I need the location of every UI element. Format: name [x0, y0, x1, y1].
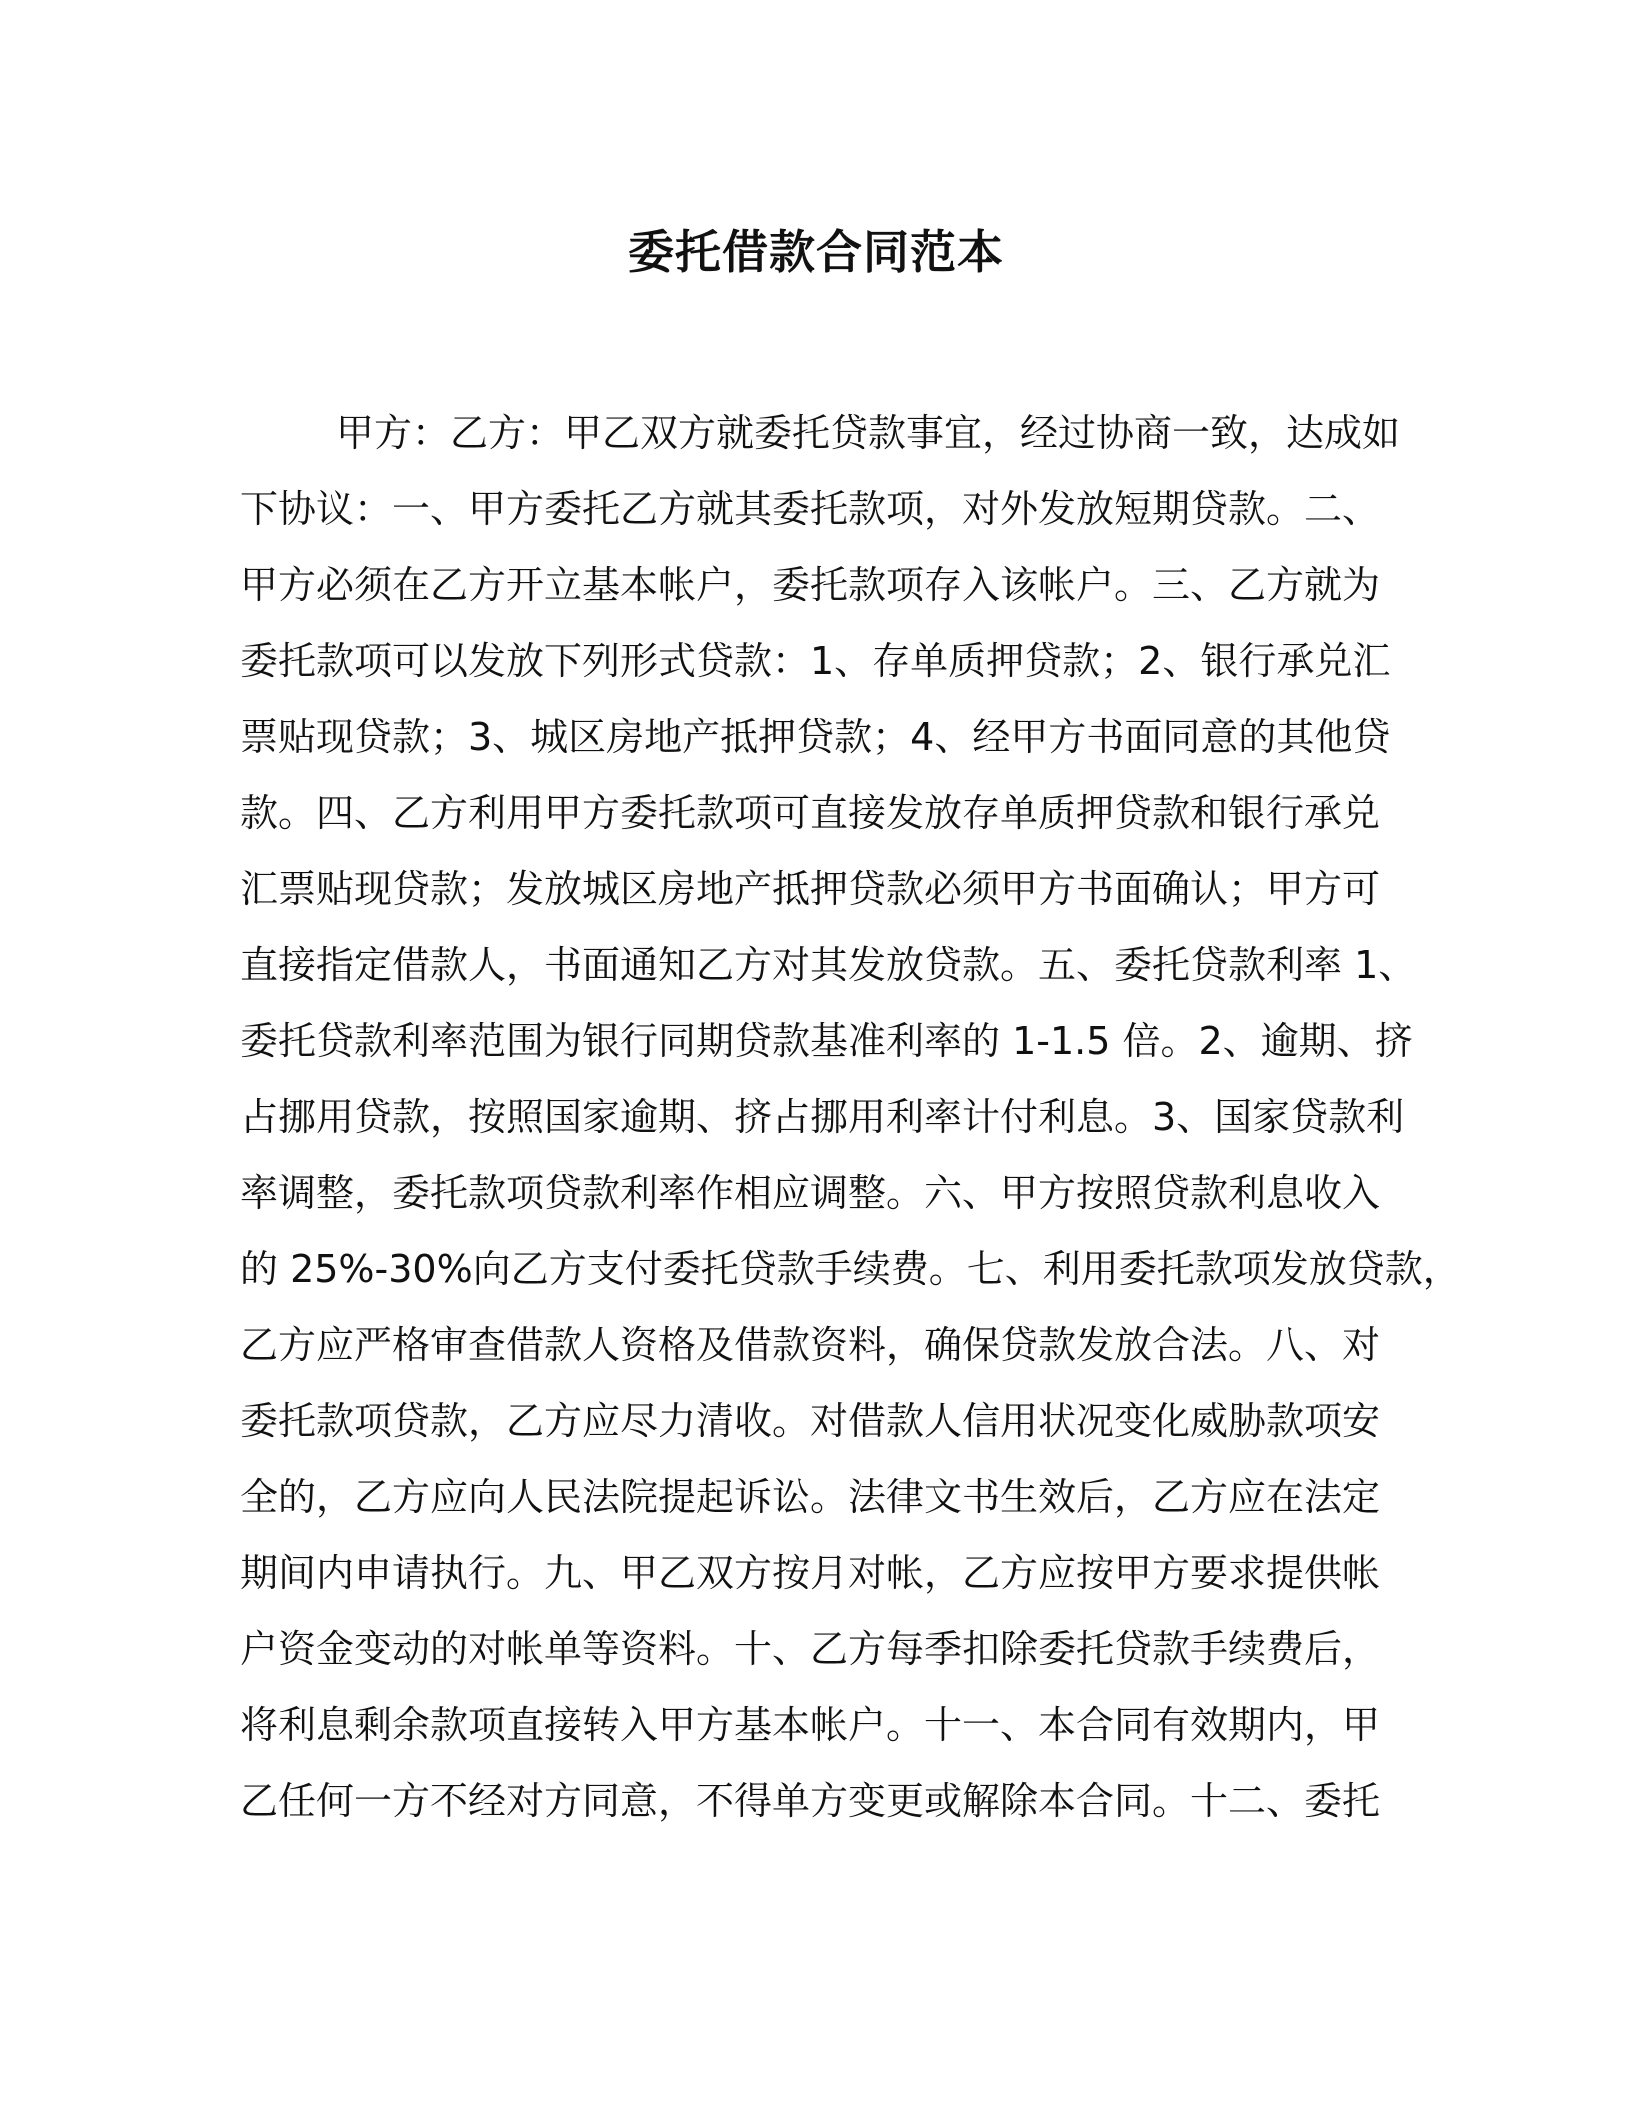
contract-body — [240, 395, 1461, 1839]
body-line: 乙方应严格审查借款人资格及借款资料，确保贷款发放合法。八、对 — [240, 1323, 1381, 1367]
body-line: 全的，乙方应向人民法院提起诉讼。法律文书生效后，乙方应在法定 — [240, 1475, 1381, 1519]
body-line: 直接指定借款人，书面通知乙方对其发放贷款。五、委托贷款利率 1、 — [240, 943, 1417, 987]
body-line: 委托款项贷款，乙方应尽力清收。对借款人信用状况变化威胁款项安 — [240, 1399, 1381, 1443]
body-line: 汇票贴现贷款；发放城区房地产抵押贷款必须甲方书面确认；甲方可 — [240, 867, 1381, 911]
body-line: 委托贷款利率范围为银行同期贷款基准利率的 1-1.5 倍。2、逾期、挤 — [240, 1019, 1413, 1063]
body-line: 的 25%-30%向乙方支付委托贷款手续费。七、利用委托款项发放贷款， — [240, 1247, 1461, 1291]
body-line: 款。四、乙方利用甲方委托款项可直接发放存单质押贷款和银行承兑 — [240, 791, 1381, 835]
body-line: 乙任何一方不经对方同意，不得单方变更或解除本合同。十二、委托 — [240, 1779, 1381, 1823]
body-line: 下协议：一、甲方委托乙方就其委托款项，对外发放短期贷款。二、 — [240, 487, 1381, 531]
body-line: 甲方：乙方：甲乙双方就委托贷款事宜，经过协商一致，达成如 — [336, 411, 1401, 455]
body-line: 占挪用贷款，按照国家逾期、挤占挪用利率计付利息。3、国家贷款利 — [240, 1095, 1405, 1139]
body-line: 票贴现贷款；3、城区房地产抵押贷款；4、经甲方书面同意的其他贷 — [240, 715, 1391, 759]
body-line: 率调整，委托款项贷款利率作相应调整。六、甲方按照贷款利息收入 — [240, 1171, 1381, 1215]
body-line: 户资金变动的对帐单等资料。十、乙方每季扣除委托贷款手续费后， — [240, 1627, 1381, 1671]
document-title: 委托借款合同范本 — [628, 225, 1004, 279]
body-line: 委托款项可以发放下列形式贷款：1、存单质押贷款；2、银行承兑汇 — [240, 639, 1391, 683]
body-line: 甲方必须在乙方开立基本帐户，委托款项存入该帐户。三、乙方就为 — [240, 563, 1381, 607]
body-line: 将利息剩余款项直接转入甲方基本帐户。十一、本合同有效期内，甲 — [240, 1703, 1381, 1747]
body-line: 期间内申请执行。九、甲乙双方按月对帐，乙方应按甲方要求提供帐 — [240, 1551, 1381, 1595]
